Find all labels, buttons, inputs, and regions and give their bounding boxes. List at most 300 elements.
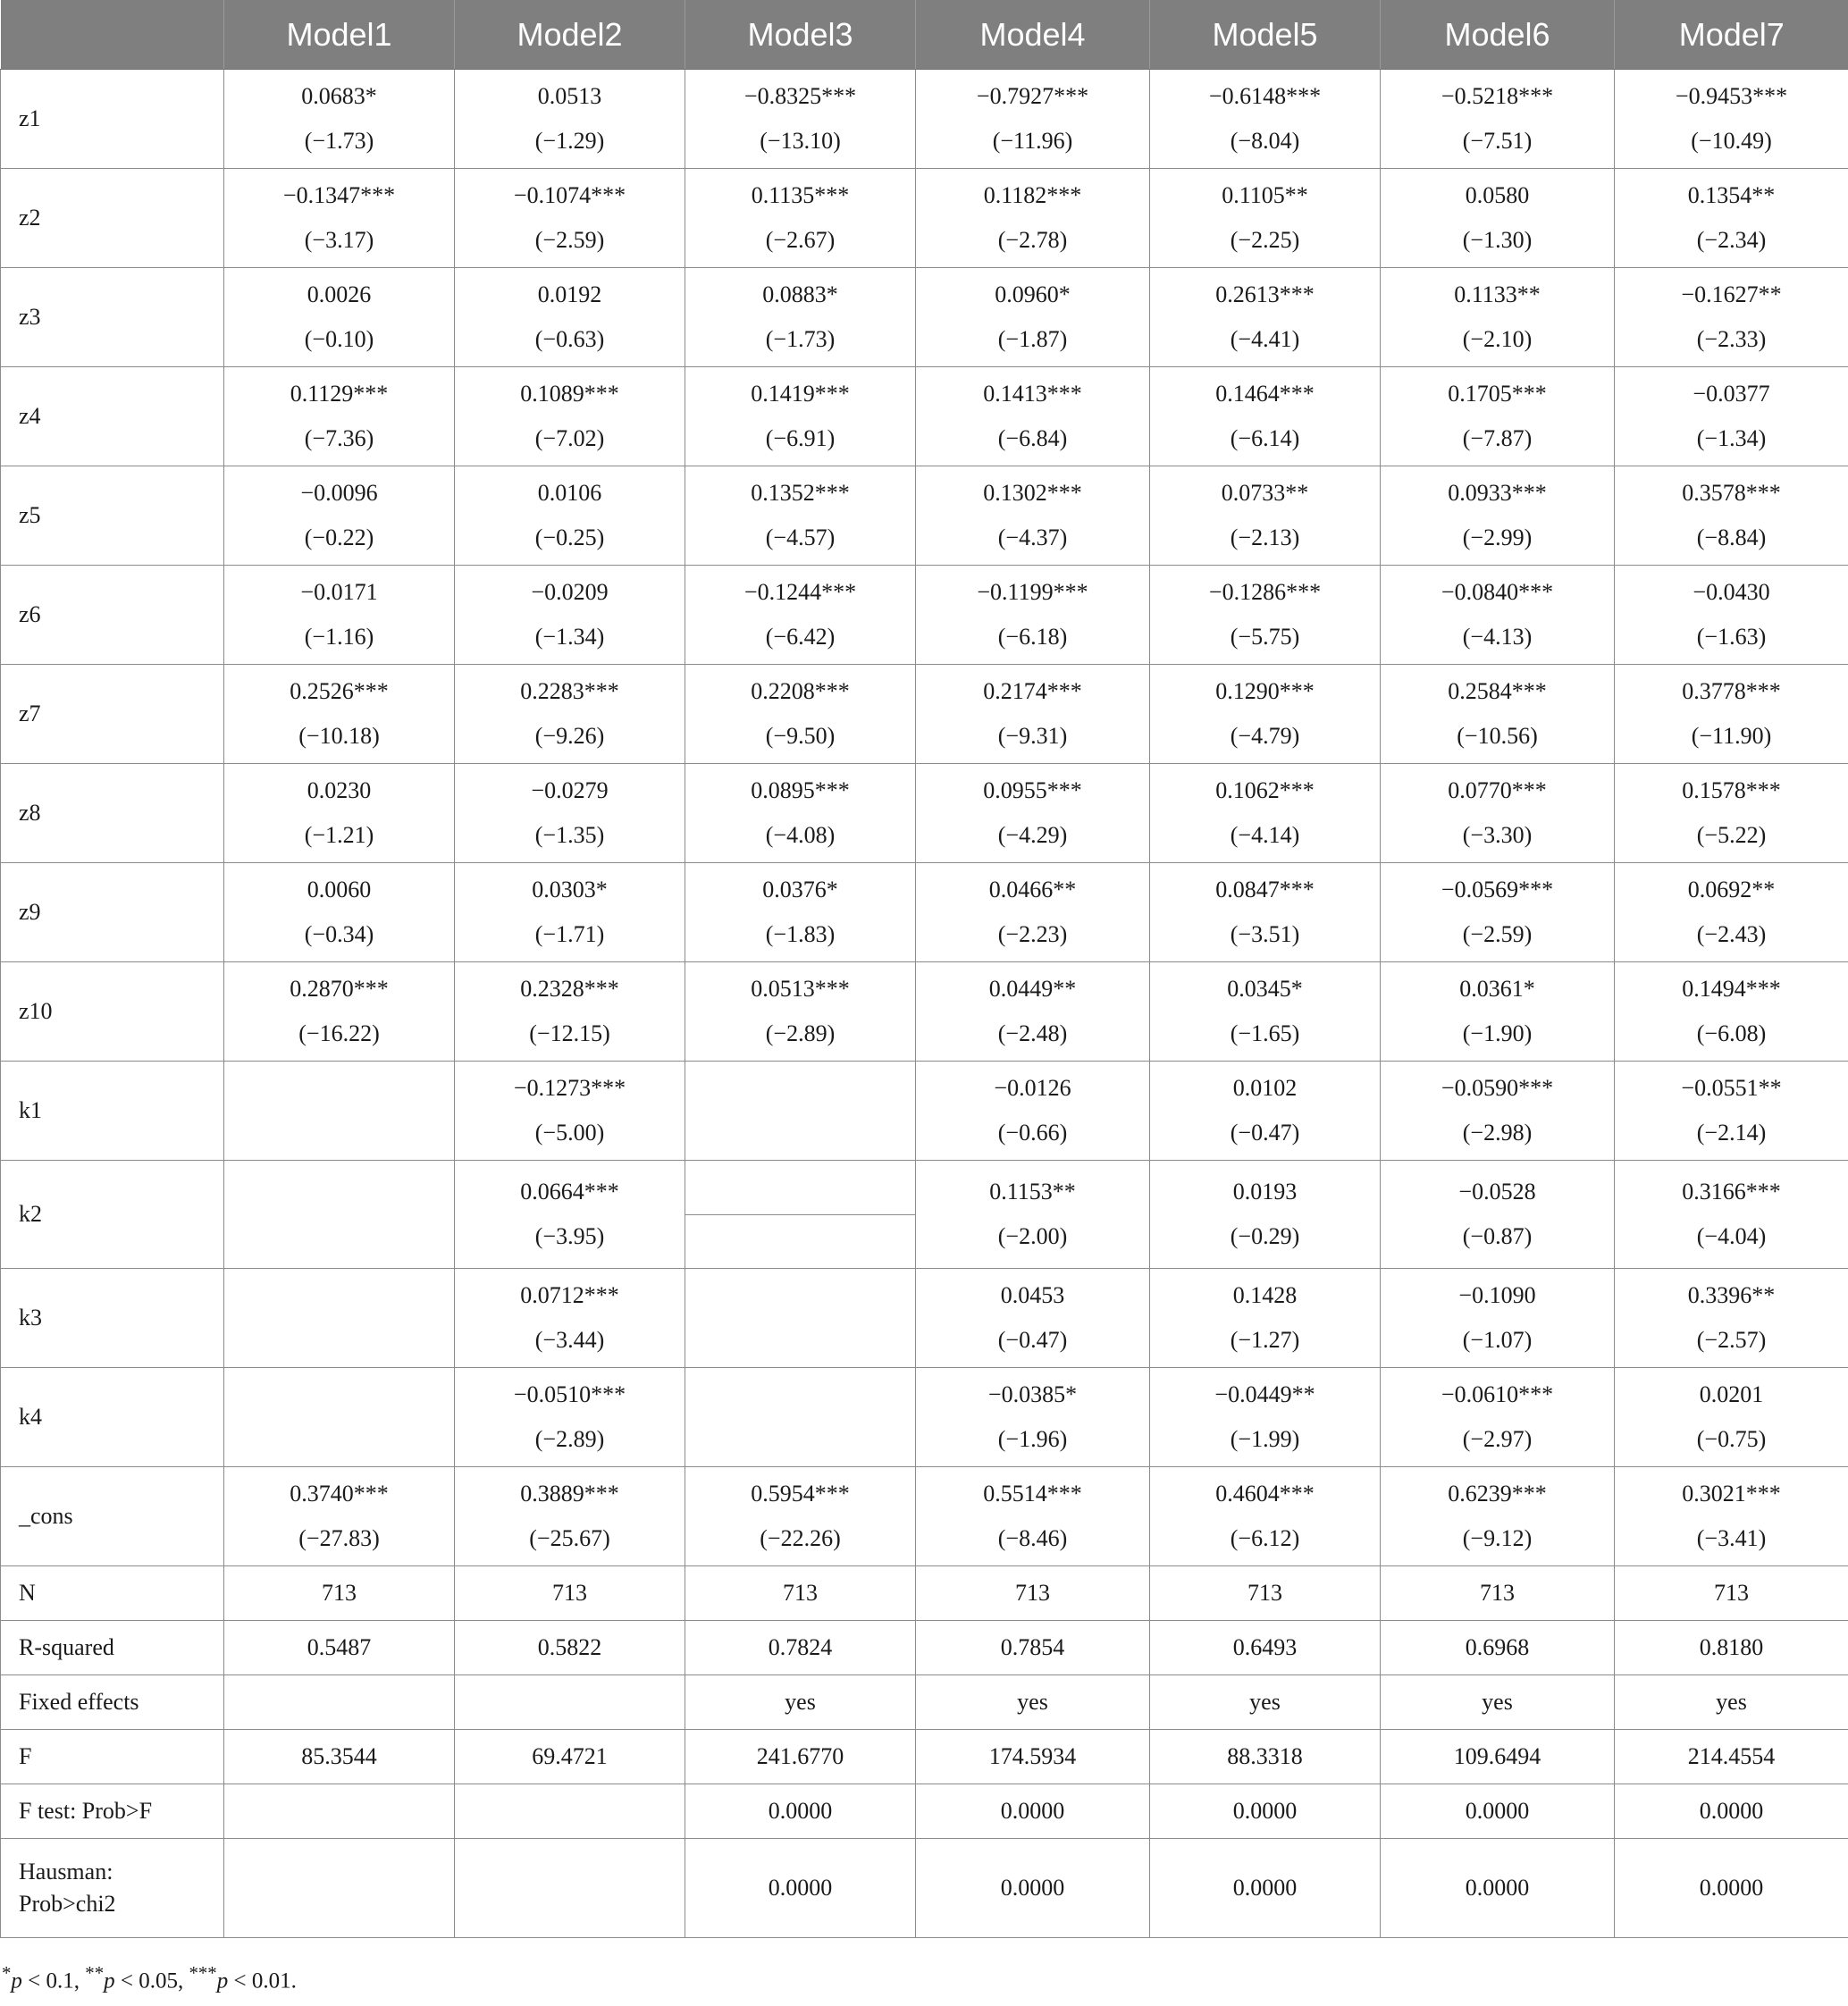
stat-row [1,1784,1848,1839]
t-statistic: (−2.99) [1462,525,1533,550]
table-row [1,169,1848,268]
t-statistic: (−2.34) [1696,227,1767,253]
table-cell [1150,1161,1381,1269]
coefficient: 0.3166*** [1682,1179,1781,1204]
table-cell [685,1368,916,1467]
table-cell [455,962,685,1062]
coefficient: −0.9453*** [1675,83,1788,109]
coefficient: 0.0376* [762,877,838,902]
t-statistic: (−2.14) [1696,1120,1767,1146]
table-row [1,665,1848,764]
table-cell [1150,1062,1381,1161]
row-label: k4 [1,1368,224,1467]
stat-value: 214.4554 [1615,1730,1848,1784]
row-label: k2 [1,1161,224,1269]
stat-value: 85.3544 [224,1730,455,1784]
t-statistic: (−0.75) [1696,1426,1767,1452]
table-cell [685,466,916,566]
coefficient: 0.0513*** [751,976,850,1002]
coefficient: 0.1133** [1454,281,1541,307]
coefficient: 0.0683* [301,83,377,109]
stat-value: yes [916,1675,1150,1730]
t-statistic: (−4.13) [1462,624,1533,650]
t-statistic: (−0.22) [304,525,374,550]
t-statistic: (−6.08) [1696,1020,1767,1046]
stat-label: N [1,1566,224,1621]
table-cell [1381,367,1615,466]
t-statistic: (−1.07) [1462,1327,1533,1353]
t-statistic: (−1.83) [765,921,836,947]
stat-value: 0.0000 [1381,1784,1615,1839]
header-row [1,0,1848,70]
coefficient: 0.0580 [1465,182,1530,208]
table-cell [1150,1368,1381,1467]
stat-value [455,1784,685,1839]
row-label: z5 [1,466,224,566]
table-cell [224,70,455,169]
stat-value [224,1675,455,1730]
footnote-text-2: < 0.05, [114,1968,189,1993]
table-cell [1381,169,1615,268]
stat-value: 0.0000 [916,1784,1150,1839]
stat-value: 0.5487 [224,1621,455,1675]
table-row [1,268,1848,367]
row-label: _cons [1,1467,224,1566]
coefficient: 0.1494*** [1682,976,1781,1002]
table-cell [1150,665,1381,764]
row-label: z8 [1,764,224,863]
header-model-7: Model7 [1615,0,1848,70]
table-cell [1150,268,1381,367]
t-statistic: (−2.23) [997,921,1068,947]
stat-value: 174.5934 [916,1730,1150,1784]
table-cell [916,863,1150,962]
coefficient: 0.2208*** [751,678,850,704]
table-cell [224,566,455,665]
coefficient: 0.5514*** [983,1481,1082,1507]
table-cell [1615,764,1848,863]
table-cell [685,665,916,764]
coefficient: 0.1105** [1222,182,1308,208]
t-statistic: (−2.59) [1462,921,1533,947]
table-cell [224,1062,455,1161]
t-statistic: (−2.89) [534,1426,605,1452]
table-cell [455,268,685,367]
t-statistic: (−4.41) [1230,326,1300,352]
table-cell [224,863,455,962]
table-cell [685,566,916,665]
row-label: z10 [1,962,224,1062]
table-cell [1615,367,1848,466]
header-model-4: Model4 [916,0,1150,70]
coefficient: 0.0733** [1221,480,1309,506]
t-statistic: (−4.14) [1230,822,1300,848]
table-cell [916,1269,1150,1368]
table-cell [1150,70,1381,169]
coefficient: 0.0692** [1687,877,1776,902]
t-statistic: (−5.75) [1230,624,1300,650]
coefficient: 0.1129*** [290,381,389,407]
coefficient: 0.2613*** [1215,281,1315,307]
header-model-2: Model2 [455,0,685,70]
coefficient: 0.0453 [1000,1282,1065,1308]
coefficient: 0.0712*** [520,1282,619,1308]
table-row [1,1269,1848,1368]
coefficient: 0.0345* [1227,976,1303,1002]
coefficient: −0.1199*** [977,579,1088,605]
table-cell [916,70,1150,169]
row-label: z1 [1,70,224,169]
t-statistic: (−1.87) [997,326,1068,352]
table-cell [1381,1467,1615,1566]
table-body [1,70,1848,1938]
stat-row [1,1566,1848,1621]
coefficient: −0.1347*** [282,182,396,208]
t-statistic: (−5.22) [1696,822,1767,848]
t-statistic: (−2.59) [534,227,605,253]
row-label: k3 [1,1269,224,1368]
table-cell [1150,1467,1381,1566]
t-statistic: (−1.27) [1230,1327,1300,1353]
table-cell [685,1467,916,1566]
coefficient: 0.2870*** [290,976,389,1002]
hausman-value: 0.0000 [1381,1839,1615,1938]
coefficient: 0.0960* [995,281,1071,307]
t-statistic: (−1.35) [534,822,605,848]
table-cell [224,1368,455,1467]
t-statistic: (−1.73) [765,326,836,352]
coefficient: 0.0192 [537,281,602,307]
t-statistic: (−0.87) [1462,1223,1533,1249]
t-statistic: (−2.43) [1696,921,1767,947]
coefficient: 0.0361* [1459,976,1535,1002]
table-cell [685,1269,916,1368]
table-cell [685,70,916,169]
cell-divider [685,1214,915,1215]
table-cell [224,169,455,268]
coefficient: 0.0026 [307,281,372,307]
t-statistic: (−1.63) [1696,624,1767,650]
table-cell [1381,268,1615,367]
table-cell [224,367,455,466]
coefficient: 0.1182*** [983,182,1082,208]
table-cell [685,962,916,1062]
t-statistic: (−2.13) [1230,525,1300,550]
t-statistic: (−4.79) [1230,723,1300,749]
coefficient: 0.1153** [989,1179,1076,1204]
table-cell [455,466,685,566]
coefficient: −0.1286*** [1208,579,1322,605]
t-statistic: (−1.65) [1230,1020,1300,1046]
t-statistic: (−10.18) [298,723,380,749]
header-corner [1,0,224,70]
footnote-p-3: p [216,1968,229,1993]
hausman-label-line1: Hausman: [19,1859,113,1884]
stat-value: yes [1381,1675,1615,1730]
t-statistic: (−3.17) [304,227,374,253]
footnote-p-1: p [11,1968,22,1993]
stat-label: R-squared [1,1621,224,1675]
coefficient: −0.0126 [994,1075,1071,1101]
t-statistic: (−27.83) [298,1525,380,1551]
t-statistic: (−10.56) [1457,723,1538,749]
t-statistic: (−1.34) [534,624,605,650]
table-cell [1615,566,1848,665]
footnote-text-1: < 0.1, [21,1968,86,1993]
t-statistic: (−13.10) [760,128,841,154]
t-statistic: (−2.98) [1462,1120,1533,1146]
t-statistic: (−7.51) [1462,128,1533,154]
coefficient: 0.0201 [1699,1381,1764,1407]
t-statistic: (−2.57) [1696,1327,1767,1353]
stat-value: 0.0000 [685,1784,916,1839]
t-statistic: (−8.04) [1230,128,1300,154]
hausman-label [1,1839,224,1938]
table-cell [1381,1062,1615,1161]
table-cell [1381,1269,1615,1368]
t-statistic: (−6.18) [997,624,1068,650]
row-label: z4 [1,367,224,466]
stat-value [224,1784,455,1839]
row-label: z2 [1,169,224,268]
stat-value [455,1675,685,1730]
coefficient: −0.0209 [531,579,609,605]
coefficient: −0.5218*** [1441,83,1554,109]
coefficient: −0.0171 [300,579,378,605]
table-cell [224,764,455,863]
table-cell [224,665,455,764]
stat-value: 713 [1615,1566,1848,1621]
t-statistic: (−1.29) [534,128,605,154]
t-statistic: (−5.00) [534,1120,605,1146]
stat-value: 713 [1381,1566,1615,1621]
stat-value: 0.7824 [685,1621,916,1675]
stat-value: 109.6494 [1381,1730,1615,1784]
coefficient: 0.1290*** [1215,678,1315,704]
stat-value: yes [685,1675,916,1730]
header-model-3: Model3 [685,0,916,70]
t-statistic: (−9.12) [1462,1525,1533,1551]
table-cell [916,1062,1150,1161]
t-statistic: (−2.78) [997,227,1068,253]
t-statistic: (−0.47) [997,1327,1068,1353]
t-statistic: (−0.10) [304,326,374,352]
t-statistic: (−6.14) [1230,425,1300,451]
t-statistic: (−6.12) [1230,1525,1300,1551]
coefficient: −0.7927*** [976,83,1089,109]
t-statistic: (−22.26) [760,1525,841,1551]
t-statistic: (−4.04) [1696,1223,1767,1249]
table-cell [916,268,1150,367]
table-row [1,962,1848,1062]
header-model-5: Model5 [1150,0,1381,70]
coefficient: 0.2174*** [983,678,1082,704]
t-statistic: (−2.25) [1230,227,1300,253]
t-statistic: (−2.97) [1462,1426,1533,1452]
stat-label: F [1,1730,224,1784]
table-cell [916,566,1150,665]
coefficient: 0.2584*** [1448,678,1547,704]
table-cell [1381,665,1615,764]
table-cell [455,169,685,268]
hausman-label-line2: Prob>chi2 [19,1891,116,1917]
table-row [1,1161,1848,1269]
footnote [2,1962,297,1993]
t-statistic: (−1.90) [1462,1020,1533,1046]
table-row [1,764,1848,863]
table-cell [916,1161,1150,1269]
coefficient: 0.1413*** [983,381,1082,407]
table-cell [224,1467,455,1566]
table-row [1,863,1848,962]
coefficient: −0.8325*** [743,83,857,109]
table-row [1,466,1848,566]
t-statistic: (−7.36) [304,425,374,451]
table-cell [455,764,685,863]
table-cell [685,268,916,367]
stat-value: 0.5822 [455,1621,685,1675]
table-cell [224,1161,455,1269]
t-statistic: (−2.67) [765,227,836,253]
coefficient: 0.3740*** [290,1481,389,1507]
t-statistic: (−0.47) [1230,1120,1300,1146]
table-cell [916,367,1150,466]
table-cell [685,367,916,466]
table-cell [455,367,685,466]
coefficient: 0.0664*** [520,1179,619,1204]
hausman-value [455,1839,685,1938]
t-statistic: (−3.51) [1230,921,1300,947]
coefficient: −0.0385* [987,1381,1078,1407]
header-model-6: Model6 [1381,0,1615,70]
table-cell [916,962,1150,1062]
footnote-star-2: ** [85,1962,105,1984]
stat-row [1,1621,1848,1675]
coefficient: 0.4604*** [1215,1481,1315,1507]
coefficient: −0.1244*** [743,579,857,605]
stat-value: 713 [916,1566,1150,1621]
table-cell [685,169,916,268]
coefficient: 0.0193 [1232,1179,1298,1204]
coefficient: −0.0569*** [1441,877,1554,902]
t-statistic: (−4.57) [765,525,836,550]
t-statistic: (−1.73) [304,128,374,154]
footnote-text-3: < 0.01. [228,1968,297,1993]
coefficient: −0.0840*** [1441,579,1554,605]
stat-value: 713 [224,1566,455,1621]
t-statistic: (−25.67) [529,1525,610,1551]
coefficient: 0.0847*** [1215,877,1315,902]
table-cell [455,665,685,764]
t-statistic: (−2.48) [997,1020,1068,1046]
table-cell [224,1269,455,1368]
coefficient: 0.1062*** [1215,777,1315,803]
coefficient: 0.0303* [532,877,608,902]
hausman-value: 0.0000 [1615,1839,1848,1938]
table-row [1,1062,1848,1161]
coefficient: −0.0510*** [513,1381,626,1407]
t-statistic: (−11.90) [1691,723,1772,749]
footnote-star-1: * [2,1962,12,1984]
coefficient: 0.0895*** [751,777,850,803]
stat-label: Fixed effects [1,1675,224,1730]
t-statistic: (−0.34) [304,921,374,947]
t-statistic: (−1.30) [1462,227,1533,253]
coefficient: 0.0513 [537,83,602,109]
table-cell [1150,863,1381,962]
coefficient: 0.3778*** [1682,678,1781,704]
stat-value: 0.0000 [1150,1784,1381,1839]
table-cell [1150,169,1381,268]
t-statistic: (−7.02) [534,425,605,451]
table-cell [1615,169,1848,268]
table-cell [1150,1269,1381,1368]
table-cell [1615,1161,1848,1269]
table-cell [916,466,1150,566]
t-statistic: (−0.29) [1230,1223,1300,1249]
coefficient: −0.0449** [1214,1381,1315,1407]
coefficient: 0.1089*** [520,381,619,407]
table-cell [916,169,1150,268]
t-statistic: (−0.66) [997,1120,1068,1146]
coefficient: 0.1705*** [1448,381,1547,407]
t-statistic: (−2.33) [1696,326,1767,352]
table-cell [1615,268,1848,367]
table-row [1,367,1848,466]
coefficient: −0.1090 [1458,1282,1536,1308]
table-cell [455,1062,685,1161]
t-statistic: (−0.25) [534,525,605,550]
t-statistic: (−6.84) [997,425,1068,451]
table-cell [1615,70,1848,169]
coefficient: 0.3396** [1687,1282,1776,1308]
coefficient: 0.1352*** [751,480,850,506]
table-cell [1615,1467,1848,1566]
coefficient: 0.2526*** [290,678,389,704]
t-statistic: (−9.31) [997,723,1068,749]
coefficient: 0.1464*** [1215,381,1315,407]
footnote-star-3: *** [189,1962,217,1984]
t-statistic: (−11.96) [992,128,1073,154]
t-statistic: (−1.99) [1230,1426,1300,1452]
coefficient: 0.2283*** [520,678,619,704]
table-cell [1381,70,1615,169]
coefficient: 0.0060 [307,877,372,902]
table-cell [1381,466,1615,566]
coefficient: 0.1428 [1232,1282,1298,1308]
coefficient: −0.0377 [1693,381,1770,407]
t-statistic: (−9.26) [534,723,605,749]
table-cell [455,566,685,665]
coefficient: 0.0955*** [983,777,1082,803]
coefficient: −0.0551** [1681,1075,1782,1101]
stat-row [1,1730,1848,1784]
coefficient: −0.0590*** [1441,1075,1554,1101]
table-cell [685,764,916,863]
coefficient: 0.1302*** [983,480,1082,506]
coefficient: −0.0096 [300,480,378,506]
table-cell [1615,466,1848,566]
stat-value: 713 [1150,1566,1381,1621]
table-cell [455,70,685,169]
hausman-value [224,1839,455,1938]
stat-value: 0.6968 [1381,1621,1615,1675]
table-cell [455,1368,685,1467]
t-statistic: (−2.00) [997,1223,1068,1249]
table-cell [1381,1161,1615,1269]
table-cell [455,1269,685,1368]
coefficient: 0.5954*** [751,1481,850,1507]
